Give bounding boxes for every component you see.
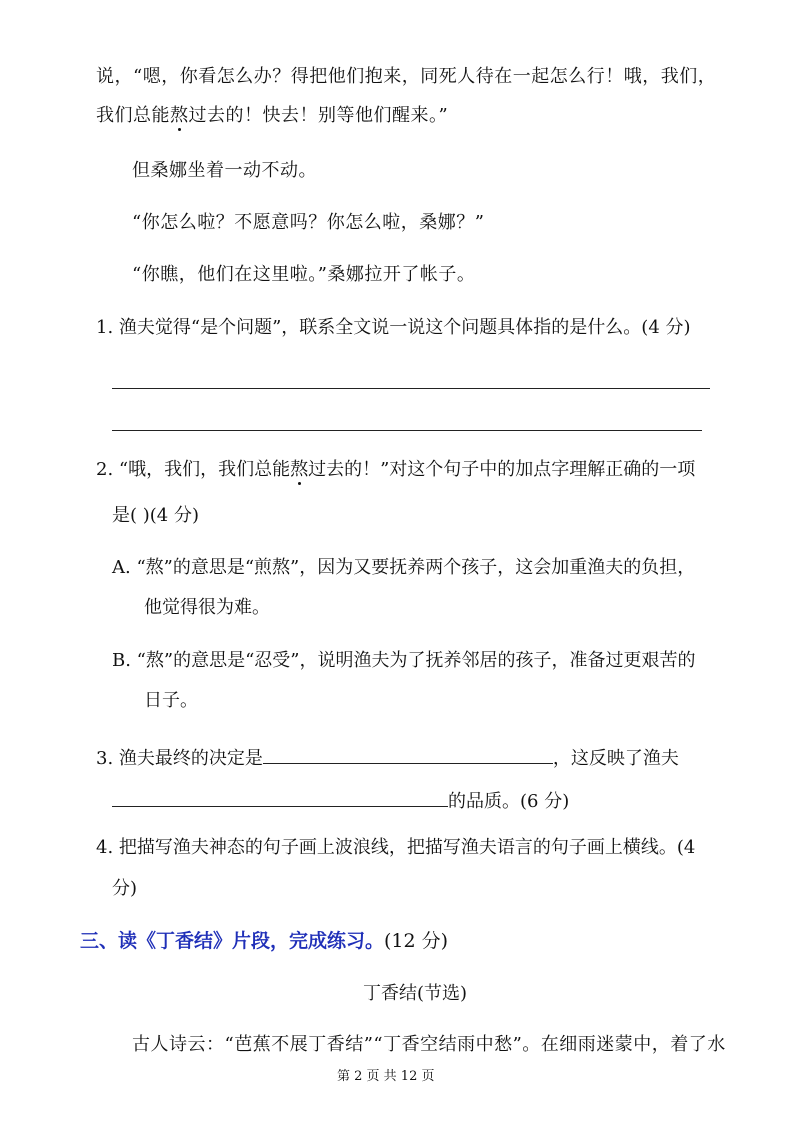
- question-2-line-2: 是( )(4 分): [112, 505, 199, 526]
- question-3-line-2: [112, 788, 569, 811]
- question-3a: 3. 渔夫最终的决定是: [96, 748, 263, 769]
- answer-line-2[interactable]: [112, 430, 702, 431]
- option-a-line-2[interactable]: 他觉得很为难。: [144, 597, 270, 618]
- section-3-heading-text: 三、读《丁香结》片段，完成练习。: [80, 930, 385, 952]
- emphasis-dot-char: 熬: [290, 459, 309, 480]
- section-3-heading: [80, 932, 448, 951]
- question-2: [96, 461, 695, 479]
- passage-line-5: “你瞧，他们在这里啦。”桑娜拉开了帐子。: [132, 264, 476, 285]
- passage-line-1: 说，“嗯，你看怎么办？得把他们抱来，同死人待在一起怎么行！哦，我们，: [96, 66, 717, 87]
- passage-line-2b: 过去的！快去！别等他们醒来。”: [188, 105, 449, 126]
- passage-title: 丁香结(节选): [363, 983, 468, 1004]
- question-4: 4. 把描写渔夫神态的句子画上波浪线，把描写渔夫语言的句子画上横线。(4: [96, 837, 696, 858]
- answer-line-1[interactable]: [112, 388, 710, 389]
- question-2b: 过去的！”对这个句子中的加点字理解正确的一项: [308, 459, 696, 480]
- passage-line-4: “你怎么啦？不愿意吗？你怎么啦，桑娜？”: [132, 212, 485, 233]
- section-3-points: (12 分): [384, 930, 449, 952]
- question-1: 1. 渔夫觉得“是个问题”，联系全文说一说这个问题具体指的是什么。(4 分): [96, 317, 691, 338]
- fill-blank-2[interactable]: [112, 788, 448, 807]
- passage-line-3: 但桑娜坐着一动不动。: [132, 160, 317, 181]
- fill-blank-1[interactable]: [263, 745, 553, 764]
- question-2a: 2. “哦，我们，我们总能: [96, 459, 291, 480]
- passage-paragraph-1: 古人诗云：“芭蕉不展丁香结”“丁香空结雨中愁”。在细雨迷蒙中，着了水: [132, 1034, 726, 1055]
- option-a-line-1[interactable]: A. “熬”的意思是“煎熬”，因为又要抚养两个孩子，这会加重渔夫的负担，: [112, 557, 696, 578]
- passage-line-2a: 我们总能: [96, 105, 170, 126]
- option-b-line-2[interactable]: 日子。: [144, 690, 198, 711]
- page-footer: 第 2 页 共 12 页: [337, 1069, 435, 1084]
- emphasis-dot-char: 熬: [170, 105, 189, 126]
- option-b-line-1[interactable]: B. “熬”的意思是“忍受”，说明渔夫为了抚养邻居的孩子，准备过更艰苦的: [112, 650, 696, 671]
- question-3: [96, 745, 679, 768]
- question-3c: 的品质。(6 分): [448, 791, 570, 812]
- question-3b: ，这反映了渔夫: [552, 748, 679, 769]
- question-4-line-2: 分): [112, 878, 138, 899]
- passage-line-2: [96, 107, 448, 125]
